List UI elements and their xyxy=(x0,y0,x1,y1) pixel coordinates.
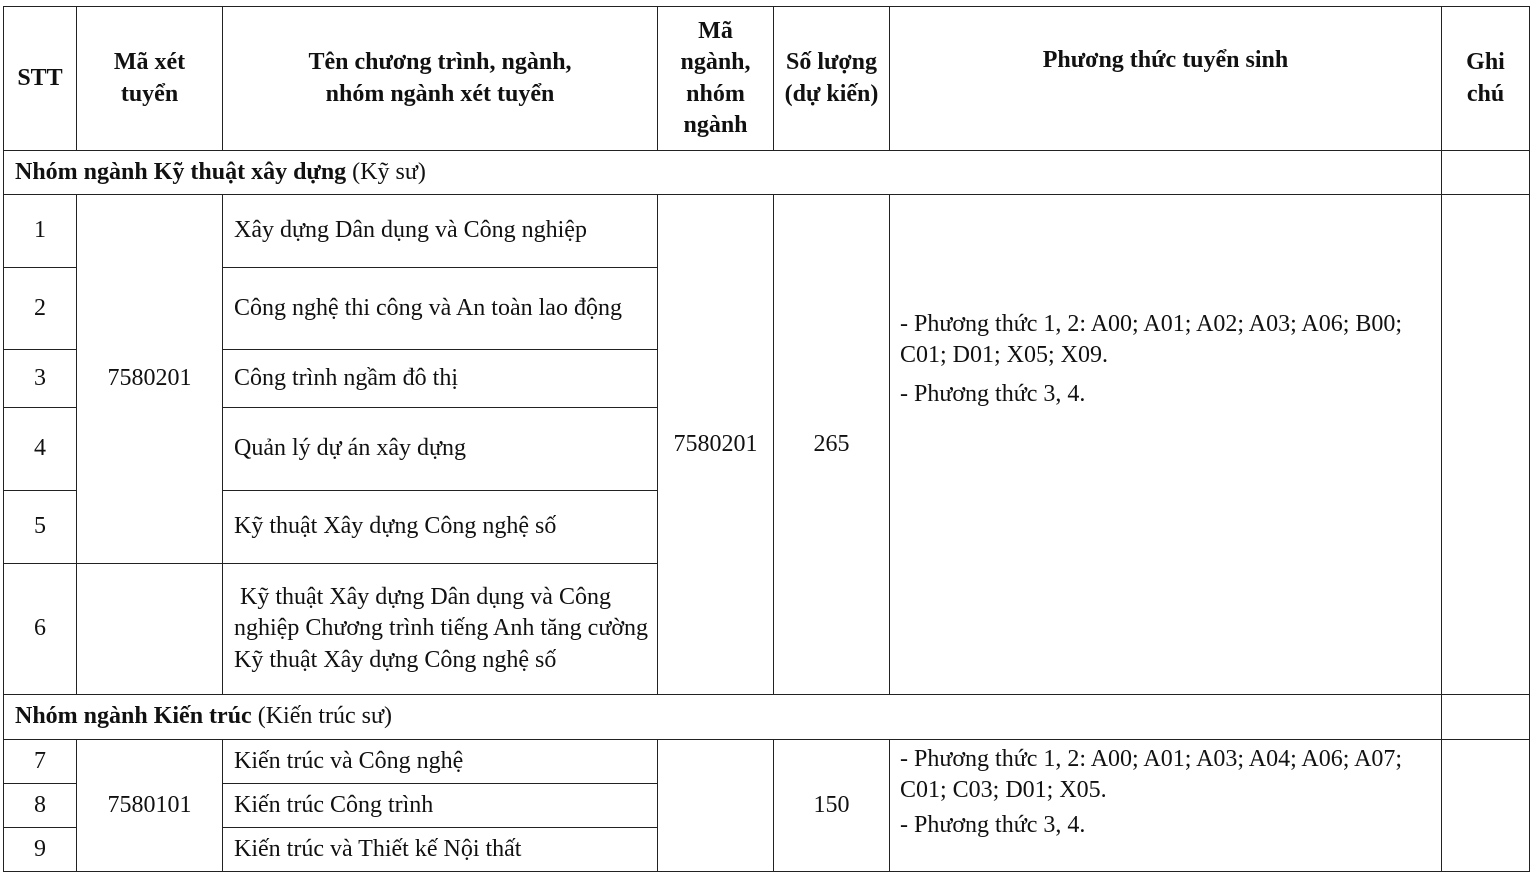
header-row xyxy=(4,7,1530,151)
row-name: Kỹ thuật Xây dựng Dân dụng và Công nghiệp Chương trình tiếng Anh tăng cường Kỹ thuật Xây dựng Công nghệ số xyxy=(223,564,658,695)
header-ghi-chu: Ghi chú xyxy=(1442,7,1530,151)
header-ma-xet-tuyen: Mã xét tuyển xyxy=(77,7,223,151)
row-stt: 2 xyxy=(4,268,77,350)
table-row xyxy=(4,195,1530,268)
group-title-bold: Nhóm ngành Kỹ thuật xây dựng xyxy=(15,158,347,185)
method-line: - Phương thức 3, 4. xyxy=(900,381,1086,408)
row-name: Kiến trúc Công trình xyxy=(223,784,658,828)
row-stt: 1 xyxy=(4,195,77,268)
row-name: Kiến trúc và Thiết kế Nội thất xyxy=(223,828,658,872)
header-stt: STT xyxy=(4,7,77,151)
header-phuong-thuc: Phương thức tuyển sinh xyxy=(890,7,1442,151)
group-note xyxy=(1442,151,1530,195)
method-line: - Phương thức 3, 4. xyxy=(900,812,1086,839)
group-title-suffix: (Kiến trúc sư) xyxy=(257,703,392,730)
row-name: Quản lý dự án xây dựng xyxy=(223,408,658,491)
row-stt: 8 xyxy=(4,784,77,828)
row-ma-xet-tuyen: 7580201 xyxy=(77,195,223,564)
row-so-luong: 150 xyxy=(774,740,890,872)
row-ghi-chu xyxy=(1442,740,1530,872)
header-ten-chuong-trinh: Tên chương trình, ngành, nhóm ngành xét tuyển xyxy=(223,7,658,151)
row-stt: 9 xyxy=(4,828,77,872)
row-ma-xet-tuyen: 7580101 xyxy=(77,740,223,872)
row-name: Kỹ thuật Xây dựng Công nghệ số xyxy=(223,491,658,564)
row-so-luong: 265 xyxy=(774,195,890,695)
row-phuong-thuc xyxy=(890,195,1442,695)
row-name: Kiến trúc và Công nghệ xyxy=(223,740,658,784)
header-ma-nganh: Mã ngành, nhóm ngành xyxy=(658,7,774,151)
method-line: - Phương thức 1, 2: A00; A01; A03; A04; A06; A07; C01; C03; D01; X05. xyxy=(900,746,1403,804)
row-name: Công nghệ thi công và An toàn lao động xyxy=(223,268,658,350)
row-ghi-chu xyxy=(1442,195,1530,695)
row-ma-nganh: 7580201 xyxy=(658,195,774,695)
row-stt: 6 xyxy=(4,564,77,695)
row-stt: 3 xyxy=(4,350,77,408)
row-ma-nganh xyxy=(658,740,774,872)
admissions-table xyxy=(3,6,1530,872)
row-stt: 4 xyxy=(4,408,77,491)
header-so-luong: Số lượng (dự kiến) xyxy=(774,7,890,151)
row-stt: 5 xyxy=(4,491,77,564)
group-title xyxy=(4,695,1442,740)
group-row-kien-truc xyxy=(4,695,1530,740)
group-row-ky-thuat-xay-dung xyxy=(4,151,1530,195)
method-line: - Phương thức 1, 2: A00; A01; A02; A03; A06; B00; C01; D01; X05; X09. xyxy=(900,311,1403,369)
group-title xyxy=(4,151,1442,195)
group-note xyxy=(1442,695,1530,740)
table-row xyxy=(4,740,1530,784)
row-name: Công trình ngầm đô thị xyxy=(223,350,658,408)
row-stt: 7 xyxy=(4,740,77,784)
row-name: Xây dựng Dân dụng và Công nghiệp xyxy=(223,195,658,268)
group-title-suffix: (Kỹ sư) xyxy=(352,158,426,185)
row-phuong-thuc xyxy=(890,740,1442,872)
row-ma-xet-tuyen-empty xyxy=(77,564,223,695)
group-title-bold: Nhóm ngành Kiến trúc xyxy=(15,703,252,730)
